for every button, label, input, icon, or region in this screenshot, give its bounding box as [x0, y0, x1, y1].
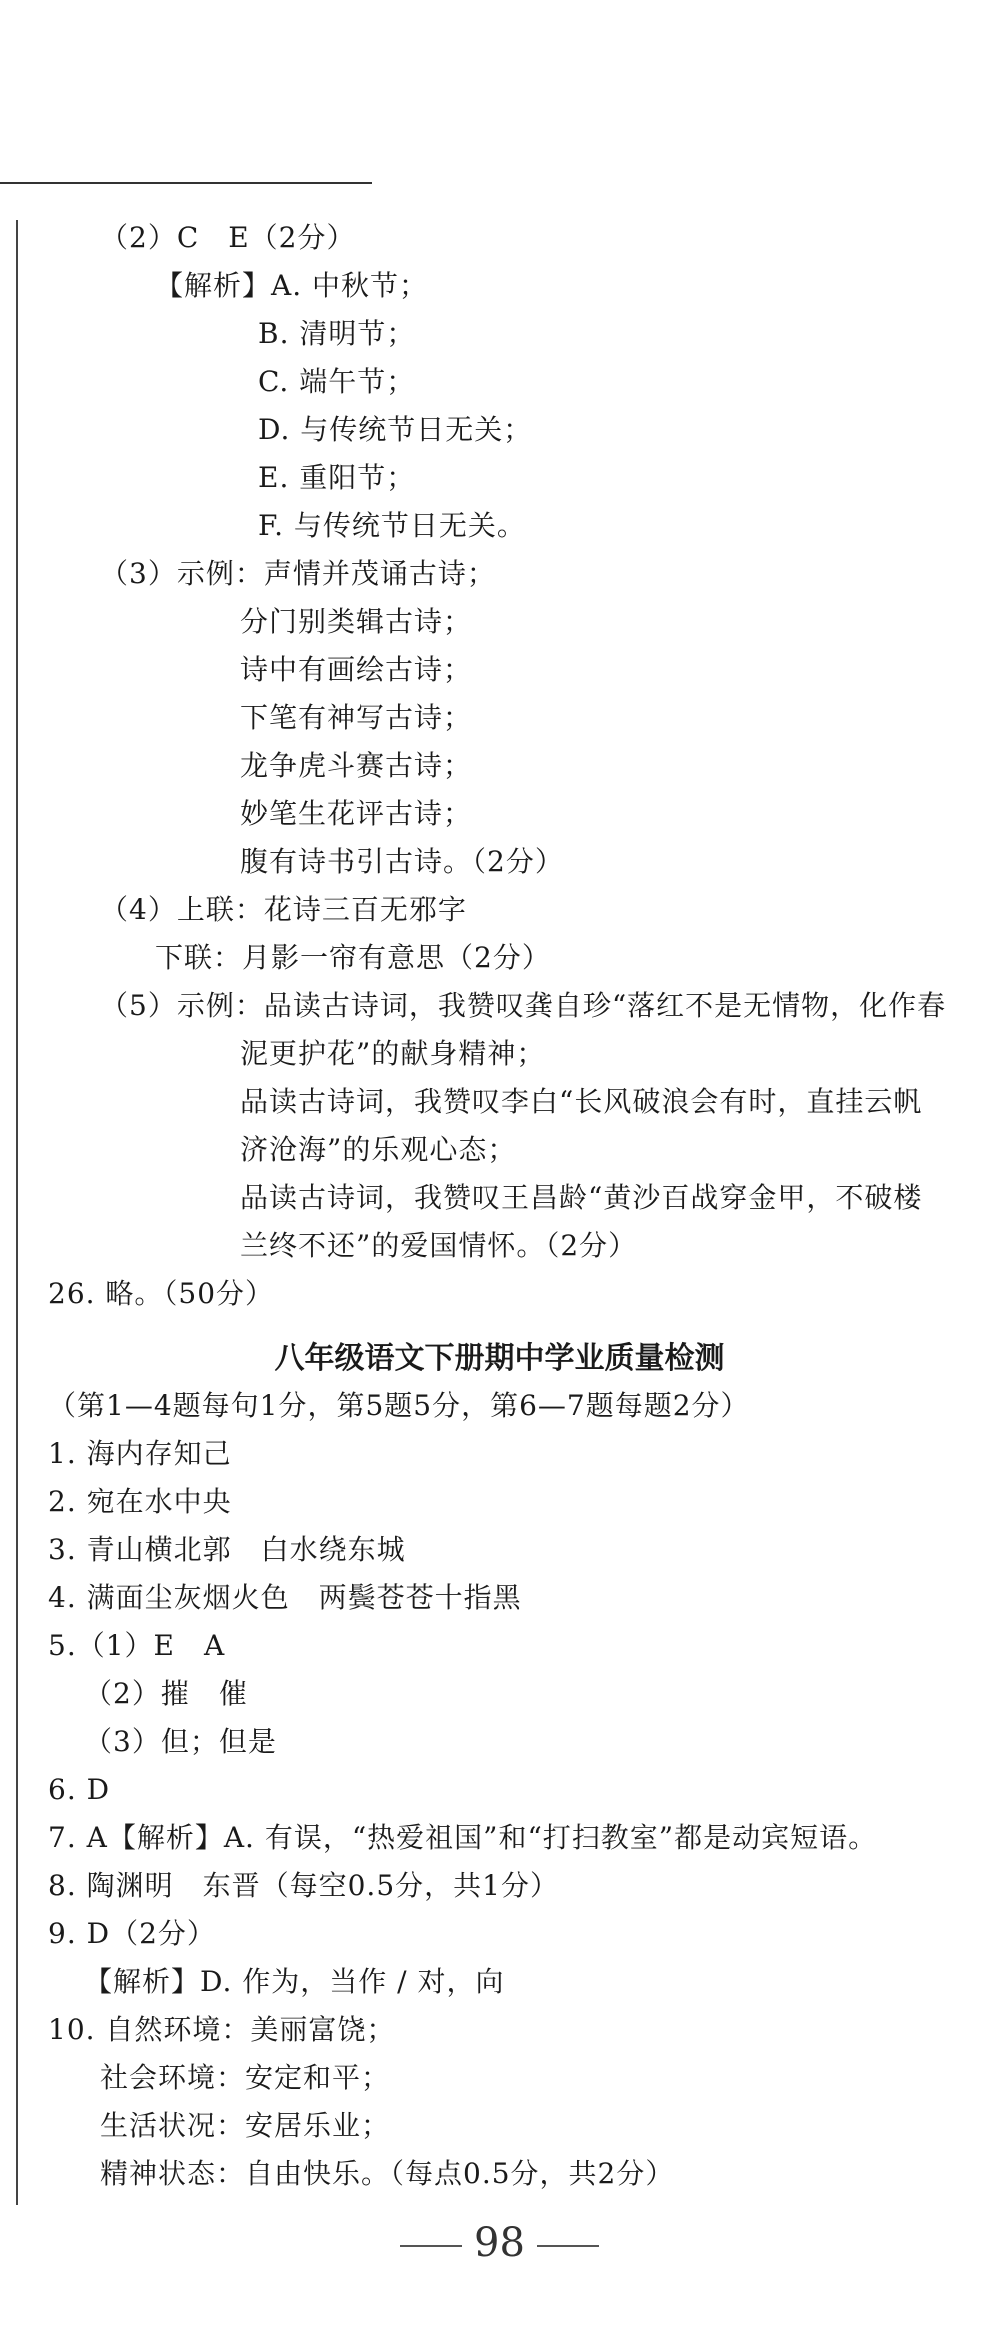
answer-line: 26. 略。（50分）	[48, 1277, 275, 1310]
answer-line: 【解析】D. 作为，当作 / 对，向	[84, 1965, 505, 1998]
answer-line: （第1—4题每句1分，第5题5分，第6—7题每题2分）	[48, 1389, 750, 1422]
answer-line: 诗中有画绘古诗；	[240, 653, 473, 686]
answer-line: 精神状态：自由快乐。（每点0.5分，共2分）	[100, 2157, 675, 2190]
answer-line: 社会环境：安定和平；	[100, 2061, 391, 2094]
answer-line: （5）示例：品读古诗词，我赞叹龚自珍“落红不是无情物，化作春	[100, 989, 947, 1022]
answer-line: 3. 青山横北郭 白水绕东城	[48, 1533, 406, 1566]
answer-line: （3）但；但是	[84, 1725, 277, 1758]
answer-line: 兰终不还”的爱国情怀。（2分）	[240, 1229, 638, 1262]
answer-line: （3）示例：声情并茂诵古诗；	[100, 557, 496, 590]
answer-line: 分门别类辑古诗；	[240, 605, 473, 638]
answer-line: 9. D（2分）	[48, 1917, 216, 1950]
answer-line: （2）C E（2分）	[100, 221, 356, 254]
section-title: 八年级语文下册期中学业质量检测	[274, 1341, 725, 1376]
answer-line: 龙争虎斗赛古诗；	[240, 749, 473, 782]
answer-line: 5.（1）E A	[48, 1629, 226, 1662]
answer-line: （4）上联：花诗三百无邪字	[100, 893, 467, 926]
answer-line: 4. 满面尘灰烟火色 两鬓苍苍十指黑	[48, 1581, 522, 1614]
answer-line: 济沧海”的乐观心态；	[240, 1133, 517, 1166]
answer-line: 7. A【解析】A. 有误，“热爱祖国”和“打扫教室”都是动宾短语。	[48, 1821, 878, 1854]
answer-line: 品读古诗词，我赞叹李白“长风破浪会有时，直挂云帆	[240, 1085, 923, 1118]
answer-line: F. 与传统节日无关。	[258, 509, 526, 542]
answer-line: D. 与传统节日无关；	[258, 413, 533, 446]
page-footer	[0, 2220, 999, 2266]
page-number: 98	[474, 2220, 525, 2266]
answer-line: 8. 陶渊明 东晋（每空0.5分，共1分）	[48, 1869, 559, 1902]
left-margin-rule	[16, 220, 18, 2205]
top-rule	[0, 182, 372, 184]
footer-dash-left	[400, 2245, 462, 2247]
answer-line: 下笔有神写古诗；	[240, 701, 473, 734]
answer-line: 6. D	[48, 1773, 111, 1806]
answer-line: 2. 宛在水中央	[48, 1485, 232, 1518]
answer-line: 生活状况：安居乐业；	[100, 2109, 391, 2142]
footer-dash-right	[537, 2245, 599, 2247]
answer-line: 【解析】A. 中秋节；	[155, 269, 429, 302]
answer-line: 10. 自然环境：美丽富饶；	[48, 2013, 396, 2046]
answer-line: 1. 海内存知己	[48, 1437, 232, 1470]
answer-line: B. 清明节；	[258, 317, 416, 350]
answer-line: 下联：月影一帘有意思（2分）	[155, 941, 551, 974]
answer-line: （2）摧 催	[84, 1677, 248, 1710]
answer-line: 泥更护花”的献身精神；	[240, 1037, 546, 1070]
answer-line: 腹有诗书引古诗。（2分）	[240, 845, 564, 878]
answer-line: 妙笔生花评古诗；	[240, 797, 473, 830]
answer-line: C. 端午节；	[258, 365, 416, 398]
answer-line: 品读古诗词，我赞叹王昌龄“黄沙百战穿金甲，不破楼	[240, 1181, 923, 1214]
answer-line: E. 重阳节；	[258, 461, 416, 494]
